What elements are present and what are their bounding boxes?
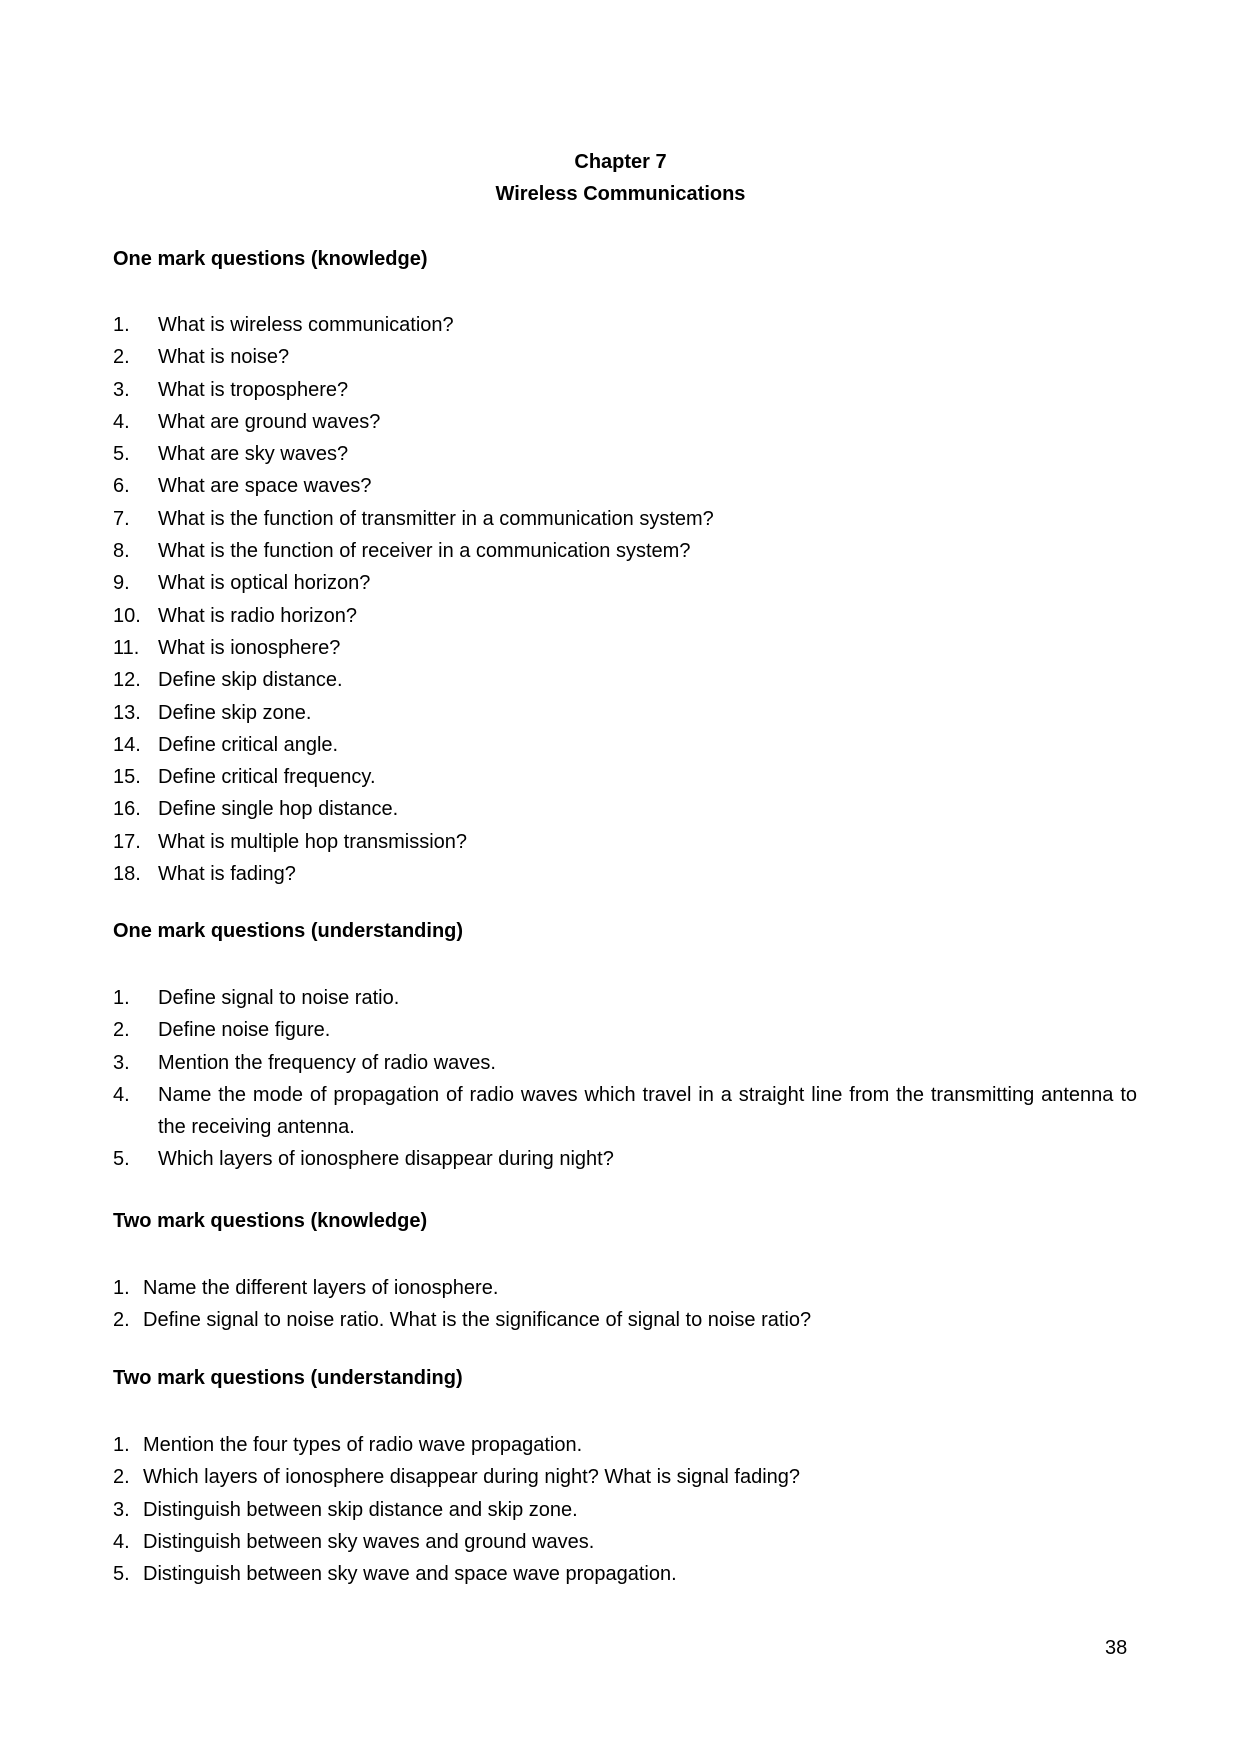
list-item bbox=[113, 1461, 1137, 1493]
question-number: 2. bbox=[113, 346, 130, 369]
question-text: Mention the frequency of radio waves. bbox=[158, 1051, 496, 1074]
list-item bbox=[113, 1143, 1137, 1175]
question-number: 3. bbox=[113, 1498, 130, 1521]
question-number: 16. bbox=[113, 798, 141, 821]
question-text: Define signal to noise ratio. What is the significance of signal to noise ratio? bbox=[143, 1309, 812, 1332]
question-text: What are space waves? bbox=[158, 475, 372, 498]
question-text: Distinguish between sky wave and space wave propagation. bbox=[143, 1563, 677, 1586]
list-item bbox=[113, 309, 1137, 341]
question-number: 6. bbox=[113, 475, 130, 498]
list-item bbox=[113, 793, 1137, 825]
question-text: Distinguish between sky waves and ground waves. bbox=[143, 1530, 595, 1553]
chapter-title: Wireless Communications bbox=[495, 183, 746, 205]
question-number: 10. bbox=[113, 604, 141, 627]
list-item bbox=[113, 1272, 1137, 1304]
section-heading-one-mark-knowledge: One mark questions (knowledge) bbox=[113, 248, 428, 270]
question-list-two-mark-knowledge bbox=[113, 1272, 1137, 1337]
list-item bbox=[113, 470, 1137, 502]
question-number: 3. bbox=[113, 1051, 130, 1074]
question-text: What is the function of receiver in a communication system? bbox=[158, 540, 691, 563]
question-text: Define critical frequency. bbox=[158, 766, 376, 789]
question-number: 1. bbox=[113, 314, 130, 336]
question-text: Define noise figure. bbox=[158, 1019, 331, 1042]
question-number: 8. bbox=[113, 540, 130, 563]
question-text: What is ionosphere? bbox=[158, 636, 341, 659]
question-number: 2. bbox=[113, 1019, 130, 1042]
question-number: 2. bbox=[113, 1466, 130, 1489]
question-text: Define critical angle. bbox=[158, 733, 339, 756]
section-heading-one-mark-understanding: One mark questions (understanding) bbox=[113, 920, 464, 942]
question-text: What is noise? bbox=[158, 346, 290, 369]
question-number: 4. bbox=[113, 1083, 130, 1106]
question-number: 11. bbox=[113, 636, 140, 659]
question-list-one-mark-knowledge bbox=[113, 309, 1137, 890]
list-item bbox=[113, 535, 1137, 567]
question-text: Distinguish between skip distance and skip zone. bbox=[143, 1498, 578, 1521]
question-text: Which layers of ionosphere disappear during night? What is signal fading? bbox=[143, 1466, 801, 1489]
question-number: 5. bbox=[113, 1563, 130, 1586]
list-item bbox=[113, 341, 1137, 373]
question-number: 5. bbox=[113, 1148, 130, 1171]
question-number: 2. bbox=[113, 1309, 130, 1332]
list-item bbox=[113, 1558, 1137, 1590]
question-number: 12. bbox=[113, 669, 141, 692]
question-number: 9. bbox=[113, 572, 130, 595]
question-text: What is wireless communication? bbox=[158, 314, 454, 336]
list-item bbox=[113, 1079, 1137, 1144]
question-text: Name the mode of propagation of radio waves which travel in a straight line from the transmitting antenna to the receiving antenna. bbox=[158, 1083, 1137, 1139]
question-text: What is fading? bbox=[158, 863, 296, 886]
list-item bbox=[113, 1494, 1137, 1526]
question-number: 15. bbox=[113, 766, 141, 789]
question-text: What is the function of transmitter in a communication system? bbox=[158, 507, 714, 530]
list-item bbox=[113, 406, 1137, 438]
section-heading-two-mark-knowledge: Two mark questions (knowledge) bbox=[113, 1210, 428, 1232]
question-text: What is radio horizon? bbox=[158, 604, 357, 627]
question-number: 3. bbox=[113, 378, 130, 401]
question-text: Mention the four types of radio wave propagation. bbox=[143, 1434, 583, 1456]
chapter-number: Chapter 7 bbox=[574, 151, 667, 173]
list-item bbox=[113, 697, 1137, 729]
list-item bbox=[113, 1429, 1137, 1461]
question-number: 1. bbox=[113, 987, 130, 1009]
list-item bbox=[113, 600, 1137, 632]
list-item bbox=[113, 664, 1137, 696]
question-number: 1. bbox=[113, 1434, 130, 1456]
question-text: Name the different layers of ionosphere. bbox=[143, 1277, 499, 1299]
question-text: What is multiple hop transmission? bbox=[158, 830, 468, 853]
question-text: Define skip distance. bbox=[158, 669, 343, 692]
question-text: Which layers of ionosphere disappear during night? bbox=[158, 1148, 614, 1171]
question-number: 4. bbox=[113, 410, 130, 433]
list-item bbox=[113, 826, 1137, 858]
section-heading-two-mark-understanding: Two mark questions (understanding) bbox=[113, 1367, 463, 1389]
list-item bbox=[113, 858, 1137, 890]
list-item bbox=[113, 761, 1137, 793]
question-list-two-mark-understanding bbox=[113, 1429, 1137, 1590]
question-list-one-mark-understanding bbox=[113, 982, 1137, 1176]
list-item bbox=[113, 1014, 1137, 1046]
question-number: 14. bbox=[113, 733, 141, 756]
question-number: 13. bbox=[113, 701, 141, 724]
question-number: 5. bbox=[113, 443, 130, 466]
question-number: 7. bbox=[113, 507, 130, 530]
list-item bbox=[113, 374, 1137, 406]
question-number: 4. bbox=[113, 1530, 130, 1553]
list-item bbox=[113, 1047, 1137, 1079]
question-text: What is troposphere? bbox=[158, 378, 349, 401]
list-item bbox=[113, 729, 1137, 761]
question-text: Define single hop distance. bbox=[158, 798, 399, 821]
list-item bbox=[113, 1304, 1137, 1336]
list-item bbox=[113, 982, 1137, 1014]
question-text: What is optical horizon? bbox=[158, 572, 371, 595]
question-text: Define signal to noise ratio. bbox=[158, 987, 400, 1009]
question-number: 1. bbox=[113, 1277, 130, 1299]
list-item bbox=[113, 567, 1137, 599]
list-item bbox=[113, 632, 1137, 664]
question-number: 17. bbox=[113, 830, 141, 853]
question-text: Define skip zone. bbox=[158, 701, 312, 724]
question-text: What are sky waves? bbox=[158, 443, 349, 466]
question-text: What are ground waves? bbox=[158, 410, 381, 433]
list-item bbox=[113, 438, 1137, 470]
question-number: 18. bbox=[113, 863, 141, 886]
list-item bbox=[113, 503, 1137, 535]
page-number: 38 bbox=[1105, 1637, 1128, 1659]
list-item bbox=[113, 1526, 1137, 1558]
